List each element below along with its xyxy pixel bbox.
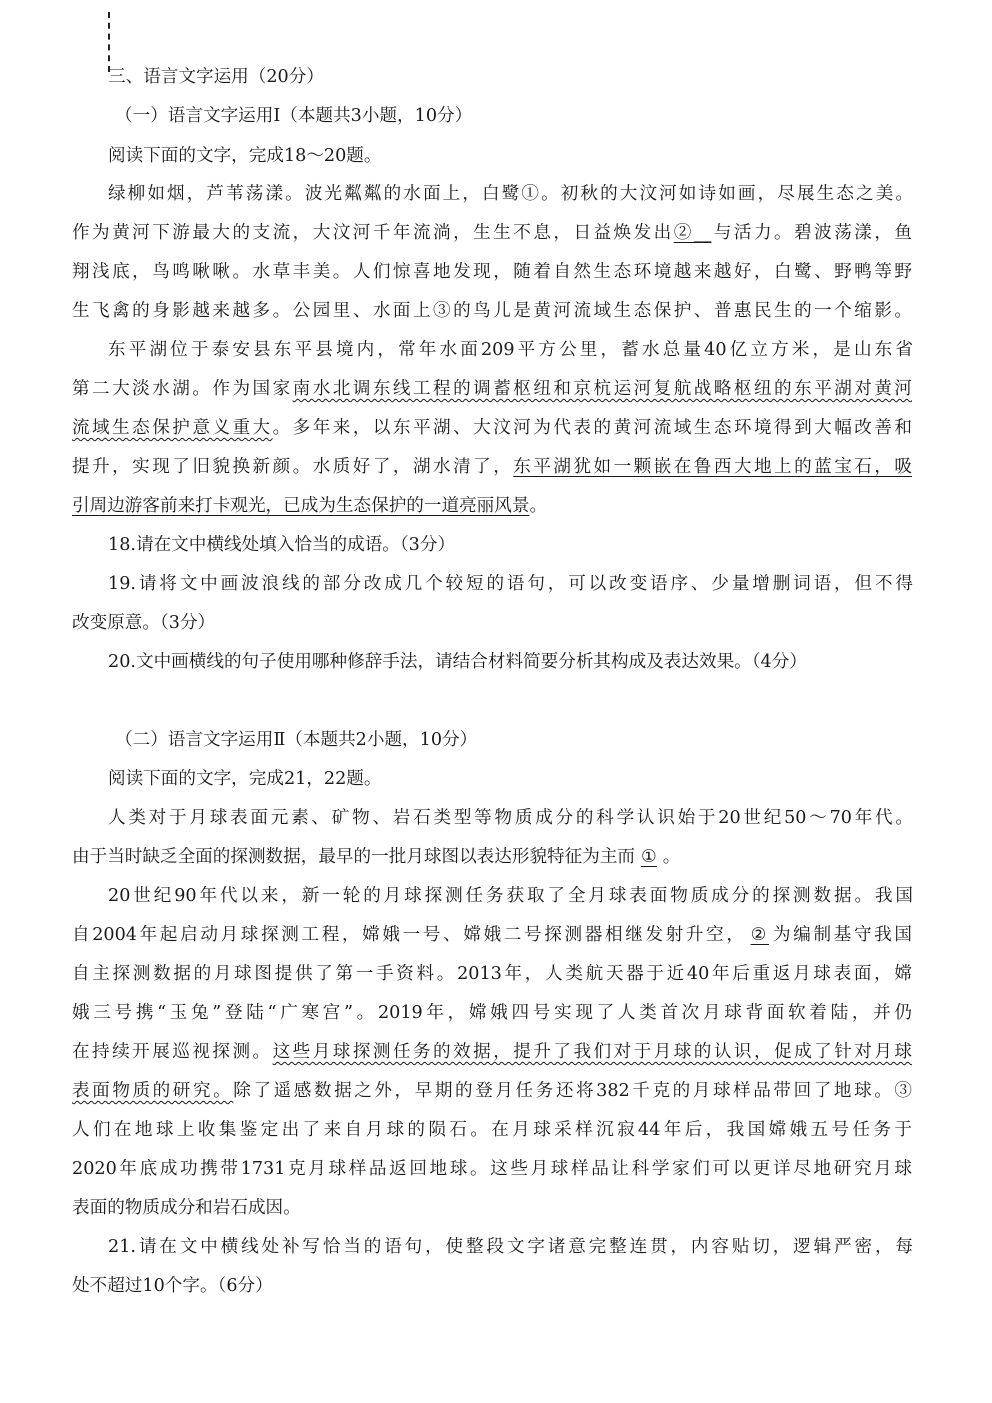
part1-para2-line2: 第二大淡水湖。作为国家南水北调东线工程的调蓄枢纽和京杭运河复航战略枢纽的东平湖对黄河: [72, 379, 912, 399]
part2-para2-line5: 在持续开展巡视探测。这些月球探测任务的效据，提升了我们对于月球的认识，促成了针对月球: [72, 1042, 912, 1062]
underlined-sentence: 东平湖犹如一颗嵌在鲁西大地上的蓝宝石，吸: [513, 457, 912, 477]
part1-heading: （一）语言文字运用Ⅰ（本题共3小题，10分）: [115, 106, 473, 126]
question-21-line1: 21.请在文中横线处补写恰当的语句，使整段文字诸意完整连贯，内容贴切，逻辑严密，每: [108, 1237, 913, 1257]
part2-para2-line9: 表面的物质成分和岩石成因。: [72, 1198, 301, 1218]
blank-2: ②: [750, 925, 770, 945]
part1-para2-line4: 提升，实现了旧貌换新颜。水质好了，湖水清了，东平湖犹如一颗嵌在鲁西大地上的蓝宝石，吸: [72, 457, 912, 477]
wavy-underlined-text: 这些月球探测任务的效据，提升了我们对于月球的认识，促成了针对月球: [272, 1042, 912, 1062]
part2-para2-line1: 20世纪90年代以来，新一轮的月球探测任务获取了全月球表面物质成分的探测数据。我国: [108, 886, 913, 906]
part1-para2-line1: 东平湖位于泰安县东平县境内，常年水面209平方公里，蓄水总量40亿立方米，是山东省: [108, 340, 913, 360]
part2-para1-line2: 由于当时缺乏全面的探测数据，最早的一批月球图以表达形貌特征为主而 ① 。: [72, 847, 681, 867]
blank-1: ①: [641, 847, 657, 867]
question-18: 18.请在文中横线处填入恰当的成语。（3分）: [108, 535, 456, 555]
part1-para1-line3: 翔浅底，鸟鸣啾啾。水草丰美。人们惊喜地发现，随着自然生态环境越来越好，白鹭、野鸭等野: [72, 262, 912, 282]
part2-para2-line3: 自主探测数据的月球图提供了第一手资料。2013年，人类航天器于近40年后重返月球表面，嫦: [72, 964, 912, 984]
part2-para1-line1: 人类对于月球表面元素、矿物、岩石类型等物质成分的科学认识始于20世纪50～70年代。: [108, 808, 913, 828]
underlined-sentence: 引周边游客前来打卡观光，已成为生态保护的一道亮丽风景: [72, 496, 530, 516]
section-title: 三、语言文字运用（20分）: [108, 67, 324, 87]
part2-instruction: 阅读下面的文字，完成21，22题。: [108, 769, 382, 789]
part2-para2-line8: 2020年底成功携带1731克月球样品返回地球。这些月球样品让科学家们可以更详尽地研究月球: [72, 1159, 912, 1179]
wavy-underlined-text: 南水北调东线工程的调蓄枢纽和京杭运河复航战略枢纽的东平湖对黄河: [292, 379, 912, 399]
part1-para1-line2: 作为黄河下游最大的支流，大汶河千年流淌，生生不息，日益焕发出②__与活力。碧波荡漾，鱼: [72, 223, 912, 243]
question-19-line2: 改变原意。（3分）: [72, 613, 216, 633]
part2-para2-line7: 人们在地球上收集鉴定出了来自月球的陨石。在月球采样沉寂44年后，我国嫦娥五号任务于: [72, 1120, 912, 1140]
part2-heading: （二）语言文字运用Ⅱ（本题共2小题，10分）: [115, 730, 478, 750]
question-20: 20.文中画横线的句子使用哪种修辞手法，请结合材料简要分析其构成及表达效果。（4分）: [108, 652, 807, 672]
blank-2: ②__: [673, 223, 712, 243]
part1-instruction: 阅读下面的文字，完成18～20题。: [108, 146, 382, 166]
question-21-line2: 处不超过10个字。（6分）: [72, 1276, 273, 1296]
part2-para2-line4: 娥三号携“玉兔”登陆“广寒宫”。2019年，嫦娥四号实现了人类首次月球背面软着陆，并仍: [72, 1003, 912, 1023]
wavy-underlined-text: 流域生态保护意义重大: [72, 418, 273, 438]
part2-para2-line6: 表面物质的研究。除了遥感数据之外，早期的登月任务还将382千克的月球样品带回了地球。③: [72, 1081, 912, 1101]
part1-para1-line4: 生飞禽的身影越来越多。公园里、水面上③的鸟儿是黄河流域生态保护、普惠民生的一个缩影。: [72, 301, 912, 321]
wavy-underlined-text: 表面物质的研究。: [72, 1081, 234, 1101]
part1-para2-line3: 流域生态保护意义重大。多年来，以东平湖、大汶河为代表的黄河流域生态环境得到大幅改善和: [72, 418, 912, 438]
part1-para1-line1: 绿柳如烟，芦苇荡漾。波光粼粼的水面上，白鹭①。初秋的大汶河如诗如画，尽展生态之美。: [108, 184, 913, 204]
part2-para2-line2: 自2004年起启动月球探测工程，嫦娥一号、嫦娥二号探测器相继发射升空， ② 为编制基守我国: [72, 925, 912, 945]
question-19-line1: 19.请将文中画波浪线的部分改成几个较短的语句，可以改变语序、少量增删词语，但不得: [108, 574, 913, 594]
part1-para2-line5: 引周边游客前来打卡观光，已成为生态保护的一道亮丽风景。: [72, 496, 548, 516]
